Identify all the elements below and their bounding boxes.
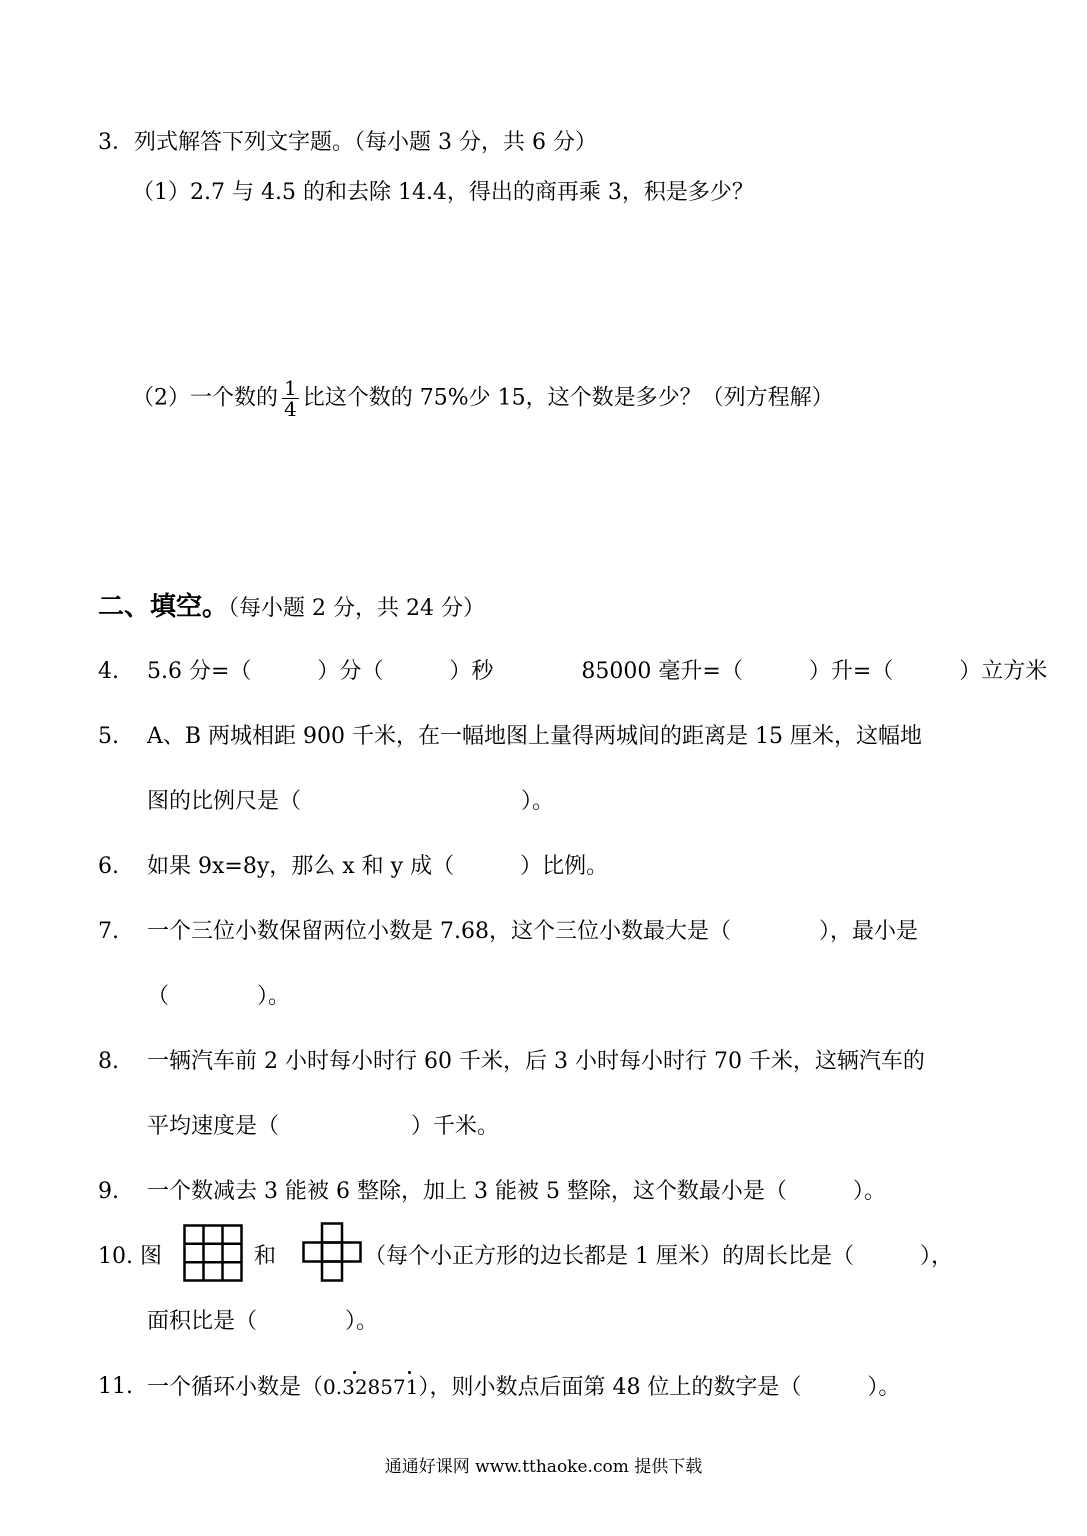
q3-title: 3．列式解答下列文字题。（每小题 3 分，共 6 分） [98, 130, 597, 155]
repeat-dot-end [408, 1371, 411, 1374]
q6-text: 如果 9x=8y，那么 x 和 y 成（ ）比例。 [147, 854, 609, 879]
fraction [282, 378, 299, 419]
q3-sub2-pre: （2）一个数的 [132, 385, 278, 411]
repeating-decimal-digits: 0.328571 [323, 1375, 419, 1399]
q6-number: 6. [98, 854, 119, 879]
q3-sub1: （1）2.7 与 4.5 的和去除 14.4，得出的商再乘 3，积是多少？ [132, 180, 754, 205]
section2-title: 二、填空。 [98, 592, 229, 622]
grid-3x3-figure [183, 1224, 243, 1282]
q4-number: 4. [98, 659, 119, 684]
repeat-dot-start [353, 1371, 356, 1374]
q7-line2: （ ）。 [147, 984, 291, 1009]
cross-figure [302, 1222, 362, 1282]
q11-number: 11. [98, 1374, 133, 1399]
q10-number: 10. [98, 1244, 133, 1269]
section2-note: （每小题 2 分，共 24 分） [228, 596, 485, 621]
q8-number: 8. [98, 1049, 119, 1074]
q5-line1: A、B 两城相距 900 千米，在一幅地图上量得两城间的距离是 15 厘米，这幅地 [147, 724, 923, 749]
fraction-numerator: 1 [284, 376, 297, 400]
q7-line1: 一个三位小数保留两位小数是 7.68，这个三位小数最大是（ ），最小是 [147, 919, 918, 944]
q10-line2: 面积比是（ ）。 [147, 1309, 379, 1334]
q9-text: 一个数减去 3 能被 6 整除，加上 3 能被 5 整除，这个数最小是（ ）。 [147, 1179, 886, 1204]
q8-line2: 平均速度是（ ）千米。 [147, 1114, 500, 1139]
q10-pre: 图 [140, 1244, 163, 1269]
q10-post: （每个小正方形的边长都是 1 厘米）的周长比是（ ）， [364, 1244, 953, 1269]
q11-text [147, 1372, 900, 1403]
q11-post: ），则小数点后面第 48 位上的数字是（ ）。 [418, 1375, 901, 1400]
repeating-decimal [323, 1375, 418, 1399]
q3-sub2-post: 比这个数的 75%少 15，这个数是多少？（列方程解） [302, 385, 834, 411]
q7-number: 7. [98, 919, 119, 944]
q3-sub2 [132, 378, 834, 419]
q5-line2: 图的比例尺是（ ）。 [147, 789, 555, 814]
q10-mid: 和 [254, 1244, 277, 1269]
page-footer: 通通好课网 www.tthaoke.com 提供下载 [384, 1457, 703, 1477]
q8-line1: 一辆汽车前 2 小时每小时行 60 千米，后 3 小时每小时行 70 千米，这辆汽车的 [147, 1049, 925, 1074]
q11-pre: 一个循环小数是（ [147, 1375, 324, 1400]
q5-number: 5. [98, 724, 119, 749]
fraction-denominator: 4 [284, 397, 297, 421]
q9-number: 9. [98, 1179, 119, 1204]
q4-text: 5.6 分=（ ）分（ ）秒 85000 毫升=（ ）升=（ ）立方米 [147, 659, 1048, 684]
section2-heading [98, 592, 485, 624]
